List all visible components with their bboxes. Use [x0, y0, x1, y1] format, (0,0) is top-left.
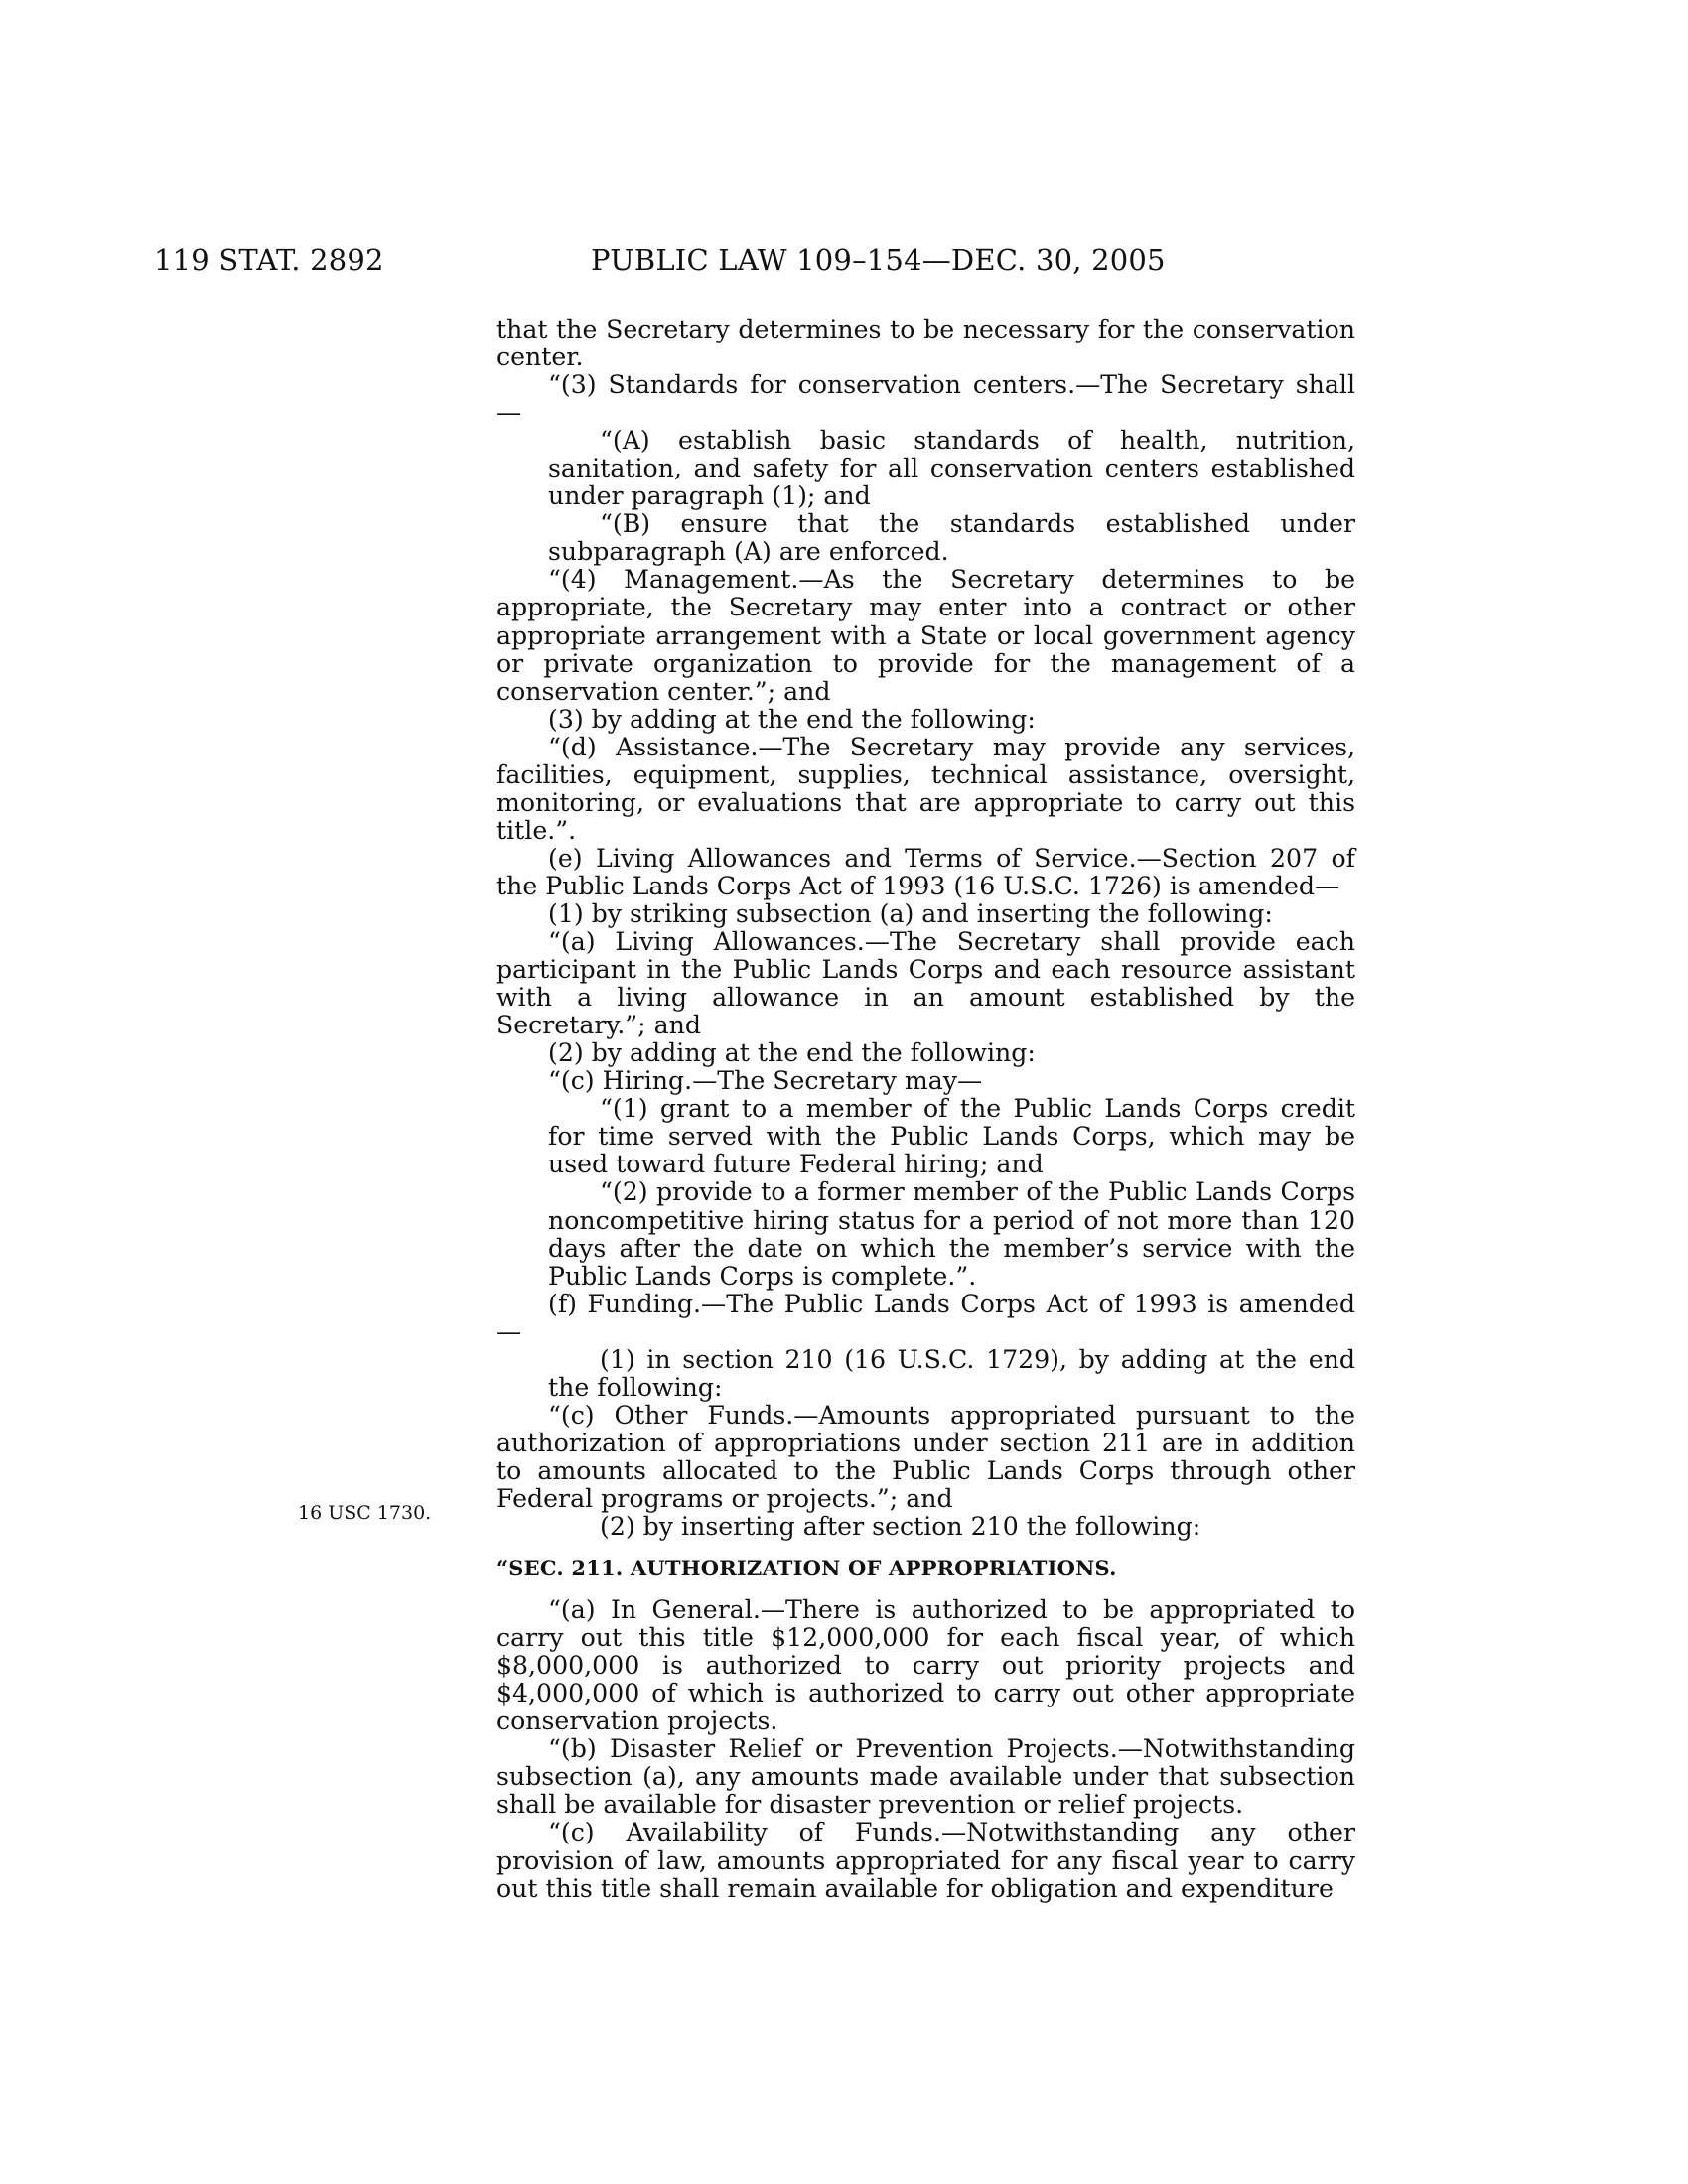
paragraph: (1) by striking subsection (a) and inserting the following: — [548, 898, 1273, 928]
statute-body — [496, 316, 1355, 1903]
section-heading: “SEC. 211. AUTHORIZATION OF APPROPRIATIONS. — [496, 1556, 1117, 1581]
paragraph: “(a) In General.—There is authorized to be appropriated to carry out this title $12,000,000 for each fiscal year, of which $8,000,000 is authorized to carry out priority projects and $4,000,000 of which is authorized to carry out other appropriate conservation projects. — [496, 1595, 1355, 1736]
paragraph: (2) by inserting after section 210 the following: — [600, 1512, 1201, 1542]
paragraph: “(B) ensure that the standards established under subparagraph (A) are enforced. — [548, 509, 1355, 567]
paragraph: “(1) grant to a member of the Public Lands Corps credit for time served with the Public Lands Corps, which may be used toward future Federal hiring; and — [548, 1094, 1355, 1179]
paragraph: (1) in section 210 (16 U.S.C. 1729), by adding at the end the following: — [548, 1344, 1355, 1402]
paragraph: “(2) provide to a former member of the Public Lands Corps noncompetitive hiring status for a period of not more than 120 days after the date on which the member’s service with the Public Lands Corps is complete.”. — [548, 1177, 1355, 1291]
statute-page-number: 119 STAT. 2892 — [154, 243, 384, 277]
usc-margin-note: 16 USC 1730. — [298, 1502, 432, 1524]
paragraph: “(3) Standards for conservation centers.—The Secretary shall— — [496, 370, 1355, 428]
paragraph: “(a) Living Allowances.—The Secretary shall provide each participant in the Public Lands Corps and each resource assistant with a living allowance in an amount established by the Secretary.”; and — [496, 927, 1355, 1040]
paragraph: “(c) Hiring.—The Secretary may— — [548, 1066, 983, 1096]
paragraph: “(4) Management.—As the Secretary determines to be appropriate, the Secretary may enter into a contract or other appropriate arrangement with a State or local government agency or private organization to provide for the management of a conservation center.”; and — [496, 565, 1355, 706]
paragraph: (3) by adding at the end the following: — [548, 704, 1036, 734]
paragraph: (f) Funding.—The Public Lands Corps Act of 1993 is amended— — [496, 1289, 1355, 1346]
paragraph: (e) Living Allowances and Terms of Service.—Section 207 of the Public Lands Corps Act of 1993 (16 U.S.C. 1726) is amended— — [496, 843, 1355, 900]
paragraph: “(A) establish basic standards of health, nutrition, sanitation, and safety for all conservation centers established under paragraph (1); and — [548, 426, 1355, 511]
paragraph: that the Secretary determines to be necessary for the conservation center. — [496, 315, 1355, 372]
paragraph: “(c) Other Funds.—Amounts appropriated pursuant to the authorization of appropriations under section 211 are in addition to amounts allocated to the Public Lands Corps through other Federal programs or projects.”; and — [496, 1400, 1355, 1513]
paragraph: “(b) Disaster Relief or Prevention Projects.—Notwithstanding subsection (a), any amounts made available under that subsection shall be available for disaster prevention or relief projects. — [496, 1734, 1355, 1820]
paragraph: “(d) Assistance.—The Secretary may provide any services, facilities, equipment, supplies, technical assistance, oversight, monitoring, or evaluations that are appropriate to carry out this title.”. — [496, 732, 1355, 845]
running-title: PUBLIC LAW 109–154—DEC. 30, 2005 — [591, 243, 1166, 277]
paragraph: (2) by adding at the end the following: — [548, 1038, 1036, 1068]
page-header — [0, 243, 1688, 283]
paragraph: “(c) Availability of Funds.—Notwithstanding any other provision of law, amounts appropriated for any fiscal year to carry out this title shall remain available for obligation and expenditure — [496, 1818, 1355, 1903]
